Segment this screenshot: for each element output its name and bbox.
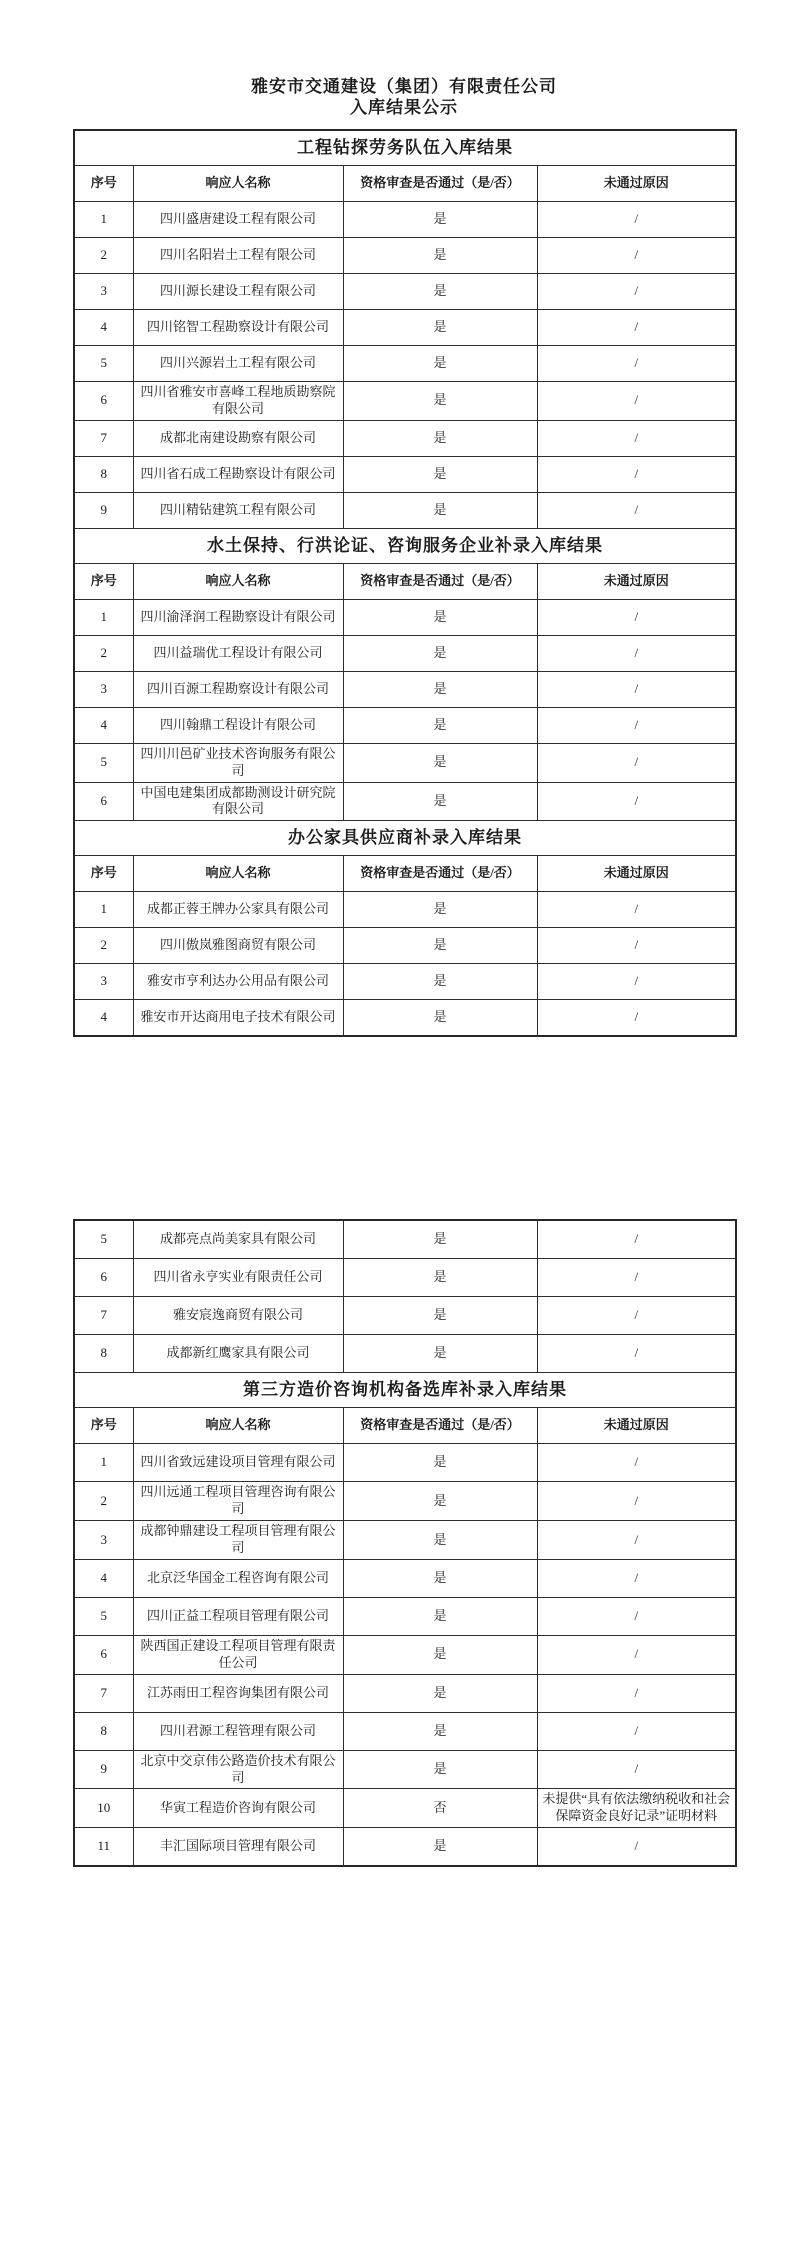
table-row	[74, 1259, 736, 1297]
row-number-cell: 8	[74, 1712, 133, 1750]
column-header-pass: 资格审查是否通过（是/否）	[343, 563, 537, 599]
section-rows	[74, 202, 736, 529]
row-number-cell: 7	[74, 1674, 133, 1712]
fail-reason-cell: /	[537, 492, 736, 528]
column-header-pass: 资格审查是否通过（是/否）	[343, 166, 537, 202]
column-header-row	[74, 563, 736, 599]
document-title	[73, 0, 735, 118]
table-row	[74, 1635, 736, 1674]
column-header-name: 响应人名称	[133, 563, 343, 599]
row-number-cell: 4	[74, 707, 133, 743]
results-table-page2	[73, 1219, 737, 1867]
company-name-cell: 四川君源工程管理有限公司	[133, 1712, 343, 1750]
qualification-pass-cell: 是	[343, 274, 537, 310]
qualification-pass-cell: 是	[343, 420, 537, 456]
fail-reason-cell: /	[537, 599, 736, 635]
table-row	[74, 274, 736, 310]
company-name-cell: 成都新红鹰家具有限公司	[133, 1335, 343, 1373]
section-title: 第三方造价咨询机构备选库补录入库结果	[74, 1373, 736, 1408]
fail-reason-cell: /	[537, 1559, 736, 1597]
column-header-no: 序号	[74, 1408, 133, 1444]
table-row	[74, 1828, 736, 1867]
qualification-pass-cell: 否	[343, 1789, 537, 1828]
table-row	[74, 1000, 736, 1037]
row-number-cell: 8	[74, 456, 133, 492]
fail-reason-cell: /	[537, 1335, 736, 1373]
fail-reason-cell: /	[537, 1482, 736, 1521]
row-number-cell: 4	[74, 1000, 133, 1037]
company-name-cell: 四川省永亨实业有限责任公司	[133, 1259, 343, 1297]
qualification-pass-cell: 是	[343, 1521, 537, 1560]
document-title-line2: 入库结果公示	[350, 98, 458, 117]
row-number-cell: 10	[74, 1789, 133, 1828]
company-name-cell: 陕西国正建设工程项目管理有限责任公司	[133, 1635, 343, 1674]
row-number-cell: 5	[74, 346, 133, 382]
qualification-pass-cell: 是	[343, 456, 537, 492]
row-number-cell: 9	[74, 492, 133, 528]
fail-reason-cell: /	[537, 1444, 736, 1482]
table-row	[74, 1789, 736, 1828]
fail-reason-cell: 未提供“具有依法缴纳税收和社会保障资金良好记录”证明材料	[537, 1789, 736, 1828]
table-row	[74, 382, 736, 421]
row-number-cell: 4	[74, 310, 133, 346]
table-row	[74, 238, 736, 274]
results-table-page1	[73, 129, 737, 1037]
row-number-cell: 7	[74, 1297, 133, 1335]
company-name-cell: 四川省石成工程勘察设计有限公司	[133, 456, 343, 492]
qualification-pass-cell: 是	[343, 1259, 537, 1297]
company-name-cell: 丰汇国际项目管理有限公司	[133, 1828, 343, 1867]
qualification-pass-cell: 是	[343, 964, 537, 1000]
fail-reason-cell: /	[537, 346, 736, 382]
fail-reason-cell: /	[537, 1597, 736, 1635]
section-header-row	[74, 821, 736, 856]
company-name-cell: 四川铭智工程勘察设计有限公司	[133, 310, 343, 346]
company-name-cell: 四川精钻建筑工程有限公司	[133, 492, 343, 528]
qualification-pass-cell: 是	[343, 1674, 537, 1712]
qualification-pass-cell: 是	[343, 1597, 537, 1635]
table-row	[74, 599, 736, 635]
row-number-cell: 2	[74, 928, 133, 964]
section-rows	[74, 599, 736, 821]
fail-reason-cell: /	[537, 274, 736, 310]
table-row	[74, 1521, 736, 1560]
fail-reason-cell: /	[537, 1521, 736, 1560]
fail-reason-cell: /	[537, 928, 736, 964]
company-name-cell: 雅安宸逸商贸有限公司	[133, 1297, 343, 1335]
section-header-row	[74, 528, 736, 563]
fail-reason-cell: /	[537, 892, 736, 928]
section-rows	[74, 892, 736, 1037]
table-row	[74, 1220, 736, 1259]
table-row	[74, 707, 736, 743]
row-number-cell: 8	[74, 1335, 133, 1373]
company-name-cell: 四川翰鼎工程设计有限公司	[133, 707, 343, 743]
row-number-cell: 3	[74, 274, 133, 310]
company-name-cell: 雅安市开达商用电子技术有限公司	[133, 1000, 343, 1037]
results-tables	[73, 129, 735, 1867]
row-number-cell: 6	[74, 382, 133, 421]
row-number-cell: 1	[74, 599, 133, 635]
qualification-pass-cell: 是	[343, 1828, 537, 1867]
company-name-cell: 四川正益工程项目管理有限公司	[133, 1597, 343, 1635]
qualification-pass-cell: 是	[343, 707, 537, 743]
column-header-pass: 资格审查是否通过（是/否）	[343, 856, 537, 892]
column-header-reason: 未通过原因	[537, 563, 736, 599]
qualification-pass-cell: 是	[343, 1220, 537, 1259]
qualification-pass-cell: 是	[343, 238, 537, 274]
company-name-cell: 四川盛唐建设工程有限公司	[133, 202, 343, 238]
row-number-cell: 2	[74, 635, 133, 671]
fail-reason-cell: /	[537, 1712, 736, 1750]
table-row	[74, 1750, 736, 1789]
column-header-row	[74, 166, 736, 202]
row-number-cell: 3	[74, 671, 133, 707]
column-header-no: 序号	[74, 166, 133, 202]
company-name-cell: 成都亮点尚美家具有限公司	[133, 1220, 343, 1259]
section-header-row	[74, 130, 736, 166]
row-number-cell: 4	[74, 1559, 133, 1597]
qualification-pass-cell: 是	[343, 892, 537, 928]
column-header-row	[74, 856, 736, 892]
column-header-pass: 资格审查是否通过（是/否）	[343, 1408, 537, 1444]
table-row	[74, 1559, 736, 1597]
fail-reason-cell: /	[537, 1674, 736, 1712]
company-name-cell: 四川源长建设工程有限公司	[133, 274, 343, 310]
column-header-reason: 未通过原因	[537, 856, 736, 892]
table-row	[74, 1674, 736, 1712]
table-row	[74, 1712, 736, 1750]
row-number-cell: 1	[74, 892, 133, 928]
company-name-cell: 雅安市亨利达办公用品有限公司	[133, 964, 343, 1000]
company-name-cell: 四川渝泽润工程勘察设计有限公司	[133, 599, 343, 635]
table-row	[74, 928, 736, 964]
table-row	[74, 202, 736, 238]
row-number-cell: 3	[74, 1521, 133, 1560]
column-header-row	[74, 1408, 736, 1444]
table-row	[74, 1444, 736, 1482]
fail-reason-cell: /	[537, 1828, 736, 1867]
fail-reason-cell: /	[537, 671, 736, 707]
table-row	[74, 782, 736, 821]
qualification-pass-cell: 是	[343, 492, 537, 528]
section-header-row	[74, 1373, 736, 1408]
table-row	[74, 492, 736, 528]
qualification-pass-cell: 是	[343, 743, 537, 782]
section-title: 工程钻探劳务队伍入库结果	[74, 130, 736, 166]
table-row	[74, 310, 736, 346]
column-header-name: 响应人名称	[133, 856, 343, 892]
company-name-cell: 华寅工程造价咨询有限公司	[133, 1789, 343, 1828]
qualification-pass-cell: 是	[343, 599, 537, 635]
row-number-cell: 7	[74, 420, 133, 456]
fail-reason-cell: /	[537, 238, 736, 274]
table-row	[74, 671, 736, 707]
table-row	[74, 635, 736, 671]
fail-reason-cell: /	[537, 1220, 736, 1259]
company-name-cell: 四川川邑矿业技术咨询服务有限公司	[133, 743, 343, 782]
company-name-cell: 四川益瑞优工程设计有限公司	[133, 635, 343, 671]
qualification-pass-cell: 是	[343, 1297, 537, 1335]
row-number-cell: 6	[74, 1635, 133, 1674]
company-name-cell: 成都钟鼎建设工程项目管理有限公司	[133, 1521, 343, 1560]
fail-reason-cell: /	[537, 635, 736, 671]
fail-reason-cell: /	[537, 1635, 736, 1674]
fail-reason-cell: /	[537, 743, 736, 782]
fail-reason-cell: /	[537, 1259, 736, 1297]
qualification-pass-cell: 是	[343, 1712, 537, 1750]
table-row	[74, 892, 736, 928]
qualification-pass-cell: 是	[343, 635, 537, 671]
fail-reason-cell: /	[537, 382, 736, 421]
column-header-reason: 未通过原因	[537, 1408, 736, 1444]
row-number-cell: 5	[74, 1597, 133, 1635]
row-number-cell: 1	[74, 1444, 133, 1482]
qualification-pass-cell: 是	[343, 1444, 537, 1482]
table-row	[74, 743, 736, 782]
row-number-cell: 5	[74, 1220, 133, 1259]
qualification-pass-cell: 是	[343, 1000, 537, 1037]
section-rows	[74, 1220, 736, 1373]
qualification-pass-cell: 是	[343, 1335, 537, 1373]
row-number-cell: 9	[74, 1750, 133, 1789]
qualification-pass-cell: 是	[343, 782, 537, 821]
row-number-cell: 1	[74, 202, 133, 238]
column-header-no: 序号	[74, 856, 133, 892]
company-name-cell: 江苏雨田工程咨询集团有限公司	[133, 1674, 343, 1712]
company-name-cell: 四川名阳岩土工程有限公司	[133, 238, 343, 274]
fail-reason-cell: /	[537, 310, 736, 346]
qualification-pass-cell: 是	[343, 202, 537, 238]
table-row	[74, 420, 736, 456]
fail-reason-cell: /	[537, 420, 736, 456]
fail-reason-cell: /	[537, 707, 736, 743]
column-header-reason: 未通过原因	[537, 166, 736, 202]
table-row	[74, 1597, 736, 1635]
company-name-cell: 四川省雅安市喜峰工程地质勘察院有限公司	[133, 382, 343, 421]
row-number-cell: 11	[74, 1828, 133, 1867]
section-rows	[74, 1444, 736, 1866]
table-row	[74, 1335, 736, 1373]
row-number-cell: 6	[74, 782, 133, 821]
table-row	[74, 1482, 736, 1521]
row-number-cell: 6	[74, 1259, 133, 1297]
company-name-cell: 四川傲岚雅图商贸有限公司	[133, 928, 343, 964]
row-number-cell: 2	[74, 238, 133, 274]
fail-reason-cell: /	[537, 782, 736, 821]
table-row	[74, 1297, 736, 1335]
qualification-pass-cell: 是	[343, 310, 537, 346]
company-name-cell: 北京泛华国金工程咨询有限公司	[133, 1559, 343, 1597]
qualification-pass-cell: 是	[343, 1635, 537, 1674]
column-header-name: 响应人名称	[133, 166, 343, 202]
fail-reason-cell: /	[537, 202, 736, 238]
company-name-cell: 中国电建集团成都勘测设计研究院有限公司	[133, 782, 343, 821]
row-number-cell: 3	[74, 964, 133, 1000]
qualification-pass-cell: 是	[343, 1750, 537, 1789]
qualification-pass-cell: 是	[343, 346, 537, 382]
column-header-no: 序号	[74, 563, 133, 599]
table-row	[74, 964, 736, 1000]
fail-reason-cell: /	[537, 1297, 736, 1335]
column-header-name: 响应人名称	[133, 1408, 343, 1444]
qualification-pass-cell: 是	[343, 928, 537, 964]
row-number-cell: 2	[74, 1482, 133, 1521]
section-title: 水土保持、行洪论证、咨询服务企业补录入库结果	[74, 528, 736, 563]
qualification-pass-cell: 是	[343, 382, 537, 421]
table-row	[74, 346, 736, 382]
row-number-cell: 5	[74, 743, 133, 782]
qualification-pass-cell: 是	[343, 1559, 537, 1597]
fail-reason-cell: /	[537, 1000, 736, 1037]
company-name-cell: 四川兴源岩土工程有限公司	[133, 346, 343, 382]
company-name-cell: 四川远通工程项目管理咨询有限公司	[133, 1482, 343, 1521]
company-name-cell: 四川百源工程勘察设计有限公司	[133, 671, 343, 707]
qualification-pass-cell: 是	[343, 671, 537, 707]
company-name-cell: 北京中交京伟公路造价技术有限公司	[133, 1750, 343, 1789]
company-name-cell: 成都正蓉王牌办公家具有限公司	[133, 892, 343, 928]
qualification-pass-cell: 是	[343, 1482, 537, 1521]
company-name-cell: 成都北南建设勘察有限公司	[133, 420, 343, 456]
fail-reason-cell: /	[537, 1750, 736, 1789]
fail-reason-cell: /	[537, 456, 736, 492]
document-title-line1: 雅安市交通建设（集团）有限责任公司	[251, 77, 557, 96]
fail-reason-cell: /	[537, 964, 736, 1000]
company-name-cell: 四川省致远建设项目管理有限公司	[133, 1444, 343, 1482]
section-title: 办公家具供应商补录入库结果	[74, 821, 736, 856]
table-row	[74, 456, 736, 492]
